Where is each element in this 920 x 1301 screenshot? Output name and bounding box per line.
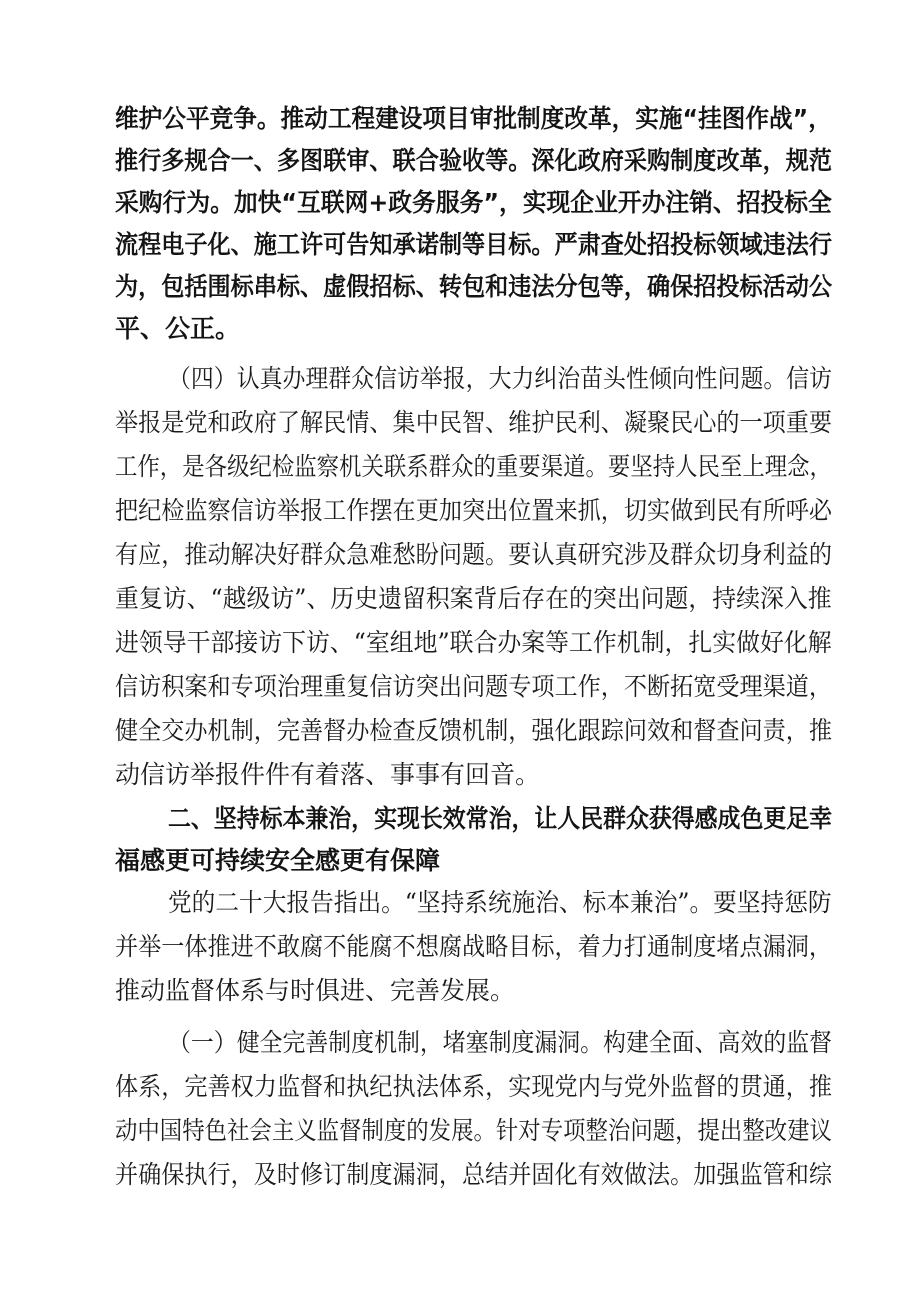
- text-line: 动中国特色社会主义监督制度的发展。针对专项整治问题，提出整改建议: [115, 1116, 832, 1145]
- text-line: 体系，完善权力监督和执纪执法体系，实现党内与党外监督的贯通，推: [115, 1072, 833, 1101]
- text-line: 党的二十大报告指出。“坚持系统施治、标本兼治”。要坚持惩防: [168, 888, 832, 917]
- text-line: 健全交办机制，完善督办检查反馈机制，强化跟踪问效和督查问责，推: [115, 716, 833, 745]
- text-line: 流程电子化、施工许可告知承诺制等目标。严肃查处招投标领域违法行: [115, 230, 833, 259]
- text-line: 平、公正。: [115, 314, 241, 343]
- text-line: （四）认真办理群众信访举报，大力纠治苗头性倾向性问题。信访: [168, 364, 833, 393]
- text-line: 并举一体推进不敢腐不能腐不想腐战略目标，着力打通制度堵点漏洞，: [115, 932, 833, 961]
- heading-line: 福感更可持续安全感更有保障: [115, 846, 441, 875]
- heading-line: 二、坚持标本兼治，实现长效常治，让人民群众获得感成色更足幸: [168, 804, 833, 833]
- text-line: 推行多规合一、多图联审、联合验收等。深化政府采购制度改革，规范: [115, 146, 833, 175]
- text-line: 重复访、“越级访”、历史遗留积案背后存在的突出问题，持续深入推: [115, 584, 832, 613]
- text-line: 为，包括围标串标、虚假招标、转包和违法分包等，确保招投标活动公: [115, 272, 833, 301]
- text-line: 举报是党和政府了解民情、集中民智、维护民利、凝聚民心的一项重要: [115, 408, 833, 437]
- text-line: 维护公平竞争。推动工程建设项目审批制度改革，实施“挂图作战”，: [115, 104, 832, 133]
- text-line: 采购行为。加快“互联网+政务服务”，实现企业开办注销、招投标全: [115, 188, 832, 217]
- text-line: 推动监督体系与时俱进、完善发展。: [115, 976, 516, 1005]
- text-line: 工作，是各级纪检监察机关联系群众的重要渠道。要坚持人民至上理念，: [115, 452, 832, 481]
- text-line: 信访积案和专项治理重复信访突出问题专项工作，不断拓宽受理渠道，: [115, 672, 833, 701]
- text-line: 把纪检监察信访举报工作摆在更加突出位置来抓，切实做到民有所呼必: [115, 496, 833, 525]
- text-line: 有应，推动解决好群众急难愁盼问题。要认真研究涉及群众切身利益的: [115, 540, 833, 569]
- text-line: （一）健全完善制度机制，堵塞制度漏洞。构建全面、高效的监督: [168, 1028, 833, 1057]
- text-line: 动信访举报件件有着落、事事有回音。: [115, 760, 541, 789]
- text-line: 进领导干部接访下访、“室组地”联合办案等工作机制，扎实做好化解: [115, 628, 832, 657]
- text-line: 并确保执行，及时修订制度漏洞，总结并固化有效做法。加强监管和综: [115, 1160, 833, 1189]
